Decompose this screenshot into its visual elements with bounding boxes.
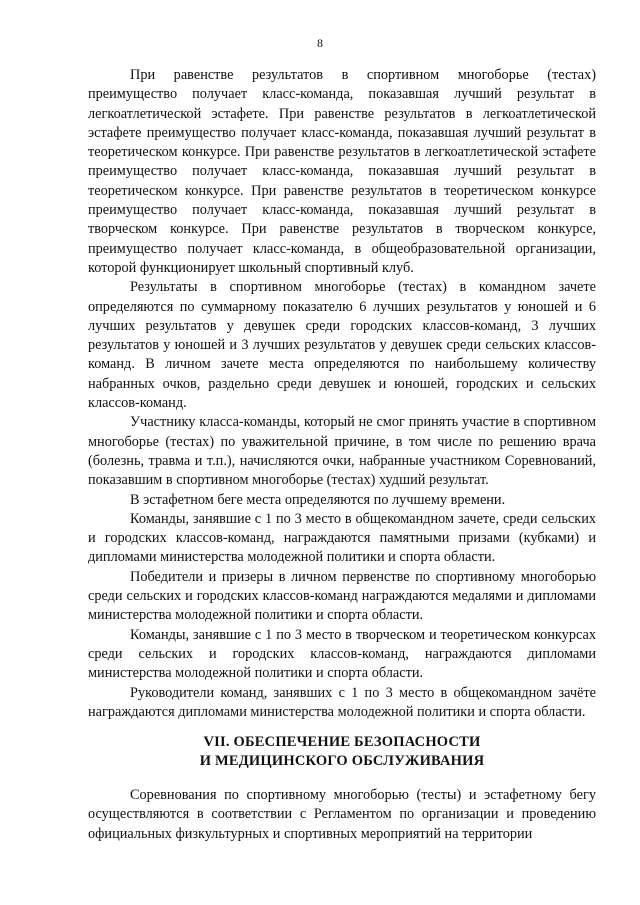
paragraph-team-awards: Команды, занявшие с 1 по 3 место в общекомандном зачете, среди сельских и городских классов-команд, награждаются памятными призами (кубками) и дипломами министерства молодежной политики и спорта области.	[88, 510, 596, 566]
section-heading-line-2: И МЕДИЦИНСКОГО ОБСЛУЖИВАНИЯ	[199, 753, 485, 770]
document-body	[88, 66, 596, 844]
paragraph-relay-placement: В эстафетном беге места определяются по лучшему времени.	[130, 491, 506, 508]
paragraph-safety-regulation: Соревнования по спортивному многоборью (тесты) и эстафетному бегу осуществляются в соответствии с Регламентом по организации и проведению официальных физкультурных и спортивных мероприятий на территории	[88, 787, 596, 842]
section-heading	[88, 733, 596, 771]
paragraph-leader-awards: Руководители команд, занявших с 1 по 3 место в общекомандном зачёте награждаются дипломами министерства молодежной политики и спорта области.	[88, 684, 596, 720]
paragraph-absent-participant: Участнику класса-команды, который не смог принять участие в спортивном многоборье (тестах) по уважительной причине, в том числе по решению врача (болезнь, травма и т.п.), начисляются очки, набранные участником Соревнований, показавшим в спортивном многоборье (тестах) худший результат.	[88, 414, 596, 489]
page-number: 8	[317, 36, 323, 50]
section-heading-line-1: VII. ОБЕСПЕЧЕНИЕ БЕЗОПАСНОСТИ	[203, 734, 481, 751]
paragraph-tie-break-rules: При равенстве результатов в спортивном многоборье (тестах) преимущество получает класс-команда, показавшая лучший результат в легкоатлетической эстафете. При равенстве результатов в легкоатлетической эстафете преимущество получает класс-команда, показавшая лучший результат в теоретическом конкурсе. При равенстве результатов в легкоатлетической эстафете преимущество получает класс-команда, показавшая лучший результат в теоретическом конкурсе. При равенстве результатов в теоретическом конкурсе преимущество получает класс-команда, показавшая лучший результат в творческом конкурсе. При равенстве результатов в творческом конкурсе, преимущество получает класс-команда, в общеобразовательной организации, которой функционирует школьный спортивный клуб.	[88, 67, 596, 276]
paragraph-contest-awards: Команды, занявшие с 1 по 3 место в творческом и теоретическом конкурсах среди сельских и городских классов-команд, награждаются дипломами министерства молодежной политики и спорта области.	[88, 626, 596, 682]
paragraph-individual-awards: Победители и призеры в личном первенстве по спортивному многоборью среди сельских и городских классов-команд награждаются медалями и дипломами министерства молодежной политики и спорта области.	[88, 568, 596, 624]
paragraph-team-results: Результаты в спортивном многоборье (тестах) в командном зачете определяются по суммарному показателю 6 лучших результатов у юношей и 6 лучших результатов у девушек среди городских классов-команд, 3 лучших результатов у юношей и 3 лучших результатов у девушек среди сельских классов-команд. В личном зачете места определяются по наибольшему количеству набранных очков, раздельно среди девушек и юношей, городских и сельских классов-команд.	[88, 279, 596, 412]
